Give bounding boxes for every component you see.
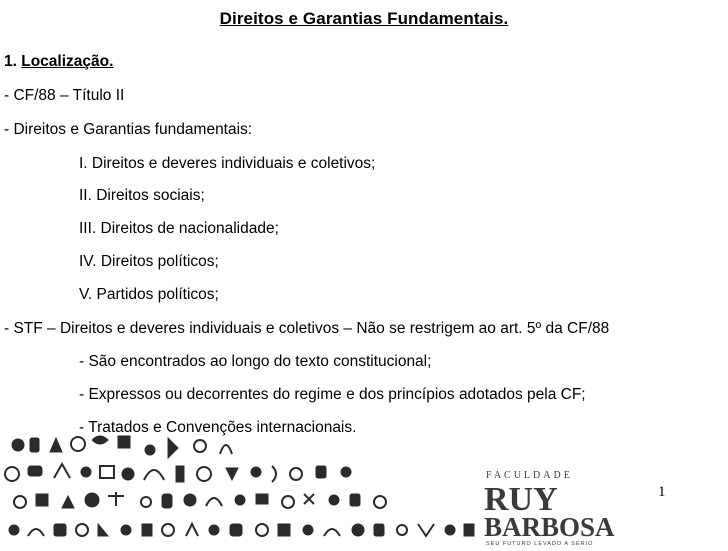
- bullet-direitos-garantias: - Direitos e Garantias fundamentais:: [4, 121, 253, 138]
- slide-title: Direitos e Garantias Fundamentais.: [219, 9, 509, 28]
- item-nacionalidade: III. Direitos de nacionalidade;: [79, 220, 279, 237]
- logo-tagline-text: SEU FUTURO LEVADO A SÉRIO: [486, 541, 594, 546]
- subitem-tratados: - Tratados e Convenções internacionais.: [79, 419, 357, 436]
- item-individuais: I. Direitos e deveres individuais e coletivos;: [79, 155, 376, 172]
- logo-top-text: FACULDADE: [486, 470, 573, 481]
- item-politicos: IV. Direitos políticos;: [79, 253, 219, 270]
- logo-ruy-text: RUY: [484, 481, 558, 518]
- section-title: Localização.: [21, 53, 114, 70]
- item-sociais: II. Direitos sociais;: [79, 187, 205, 204]
- logo-barbosa-text: BARBOSA: [484, 512, 615, 542]
- subitem-texto-constitucional: - São encontrados ao longo do texto constitucional;: [79, 353, 432, 370]
- bullet-cf88: - CF/88 – Título II: [4, 87, 125, 104]
- subitem-expressos: - Expressos ou decorrentes do regime e dos princípios adotados pela CF;: [79, 386, 586, 403]
- page-number: 1: [658, 484, 666, 500]
- bullet-stf: - STF – Direitos e deveres individuais e coletivos – Não se restrigem ao art. 5º da CF/88: [4, 320, 610, 337]
- item-partidos: V. Partidos políticos;: [79, 286, 219, 303]
- decorative-doodles: [0, 430, 490, 546]
- section-heading: [4, 53, 113, 71]
- section-number: 1.: [4, 53, 17, 70]
- faculdade-ruy-barbosa-logo: [482, 466, 642, 546]
